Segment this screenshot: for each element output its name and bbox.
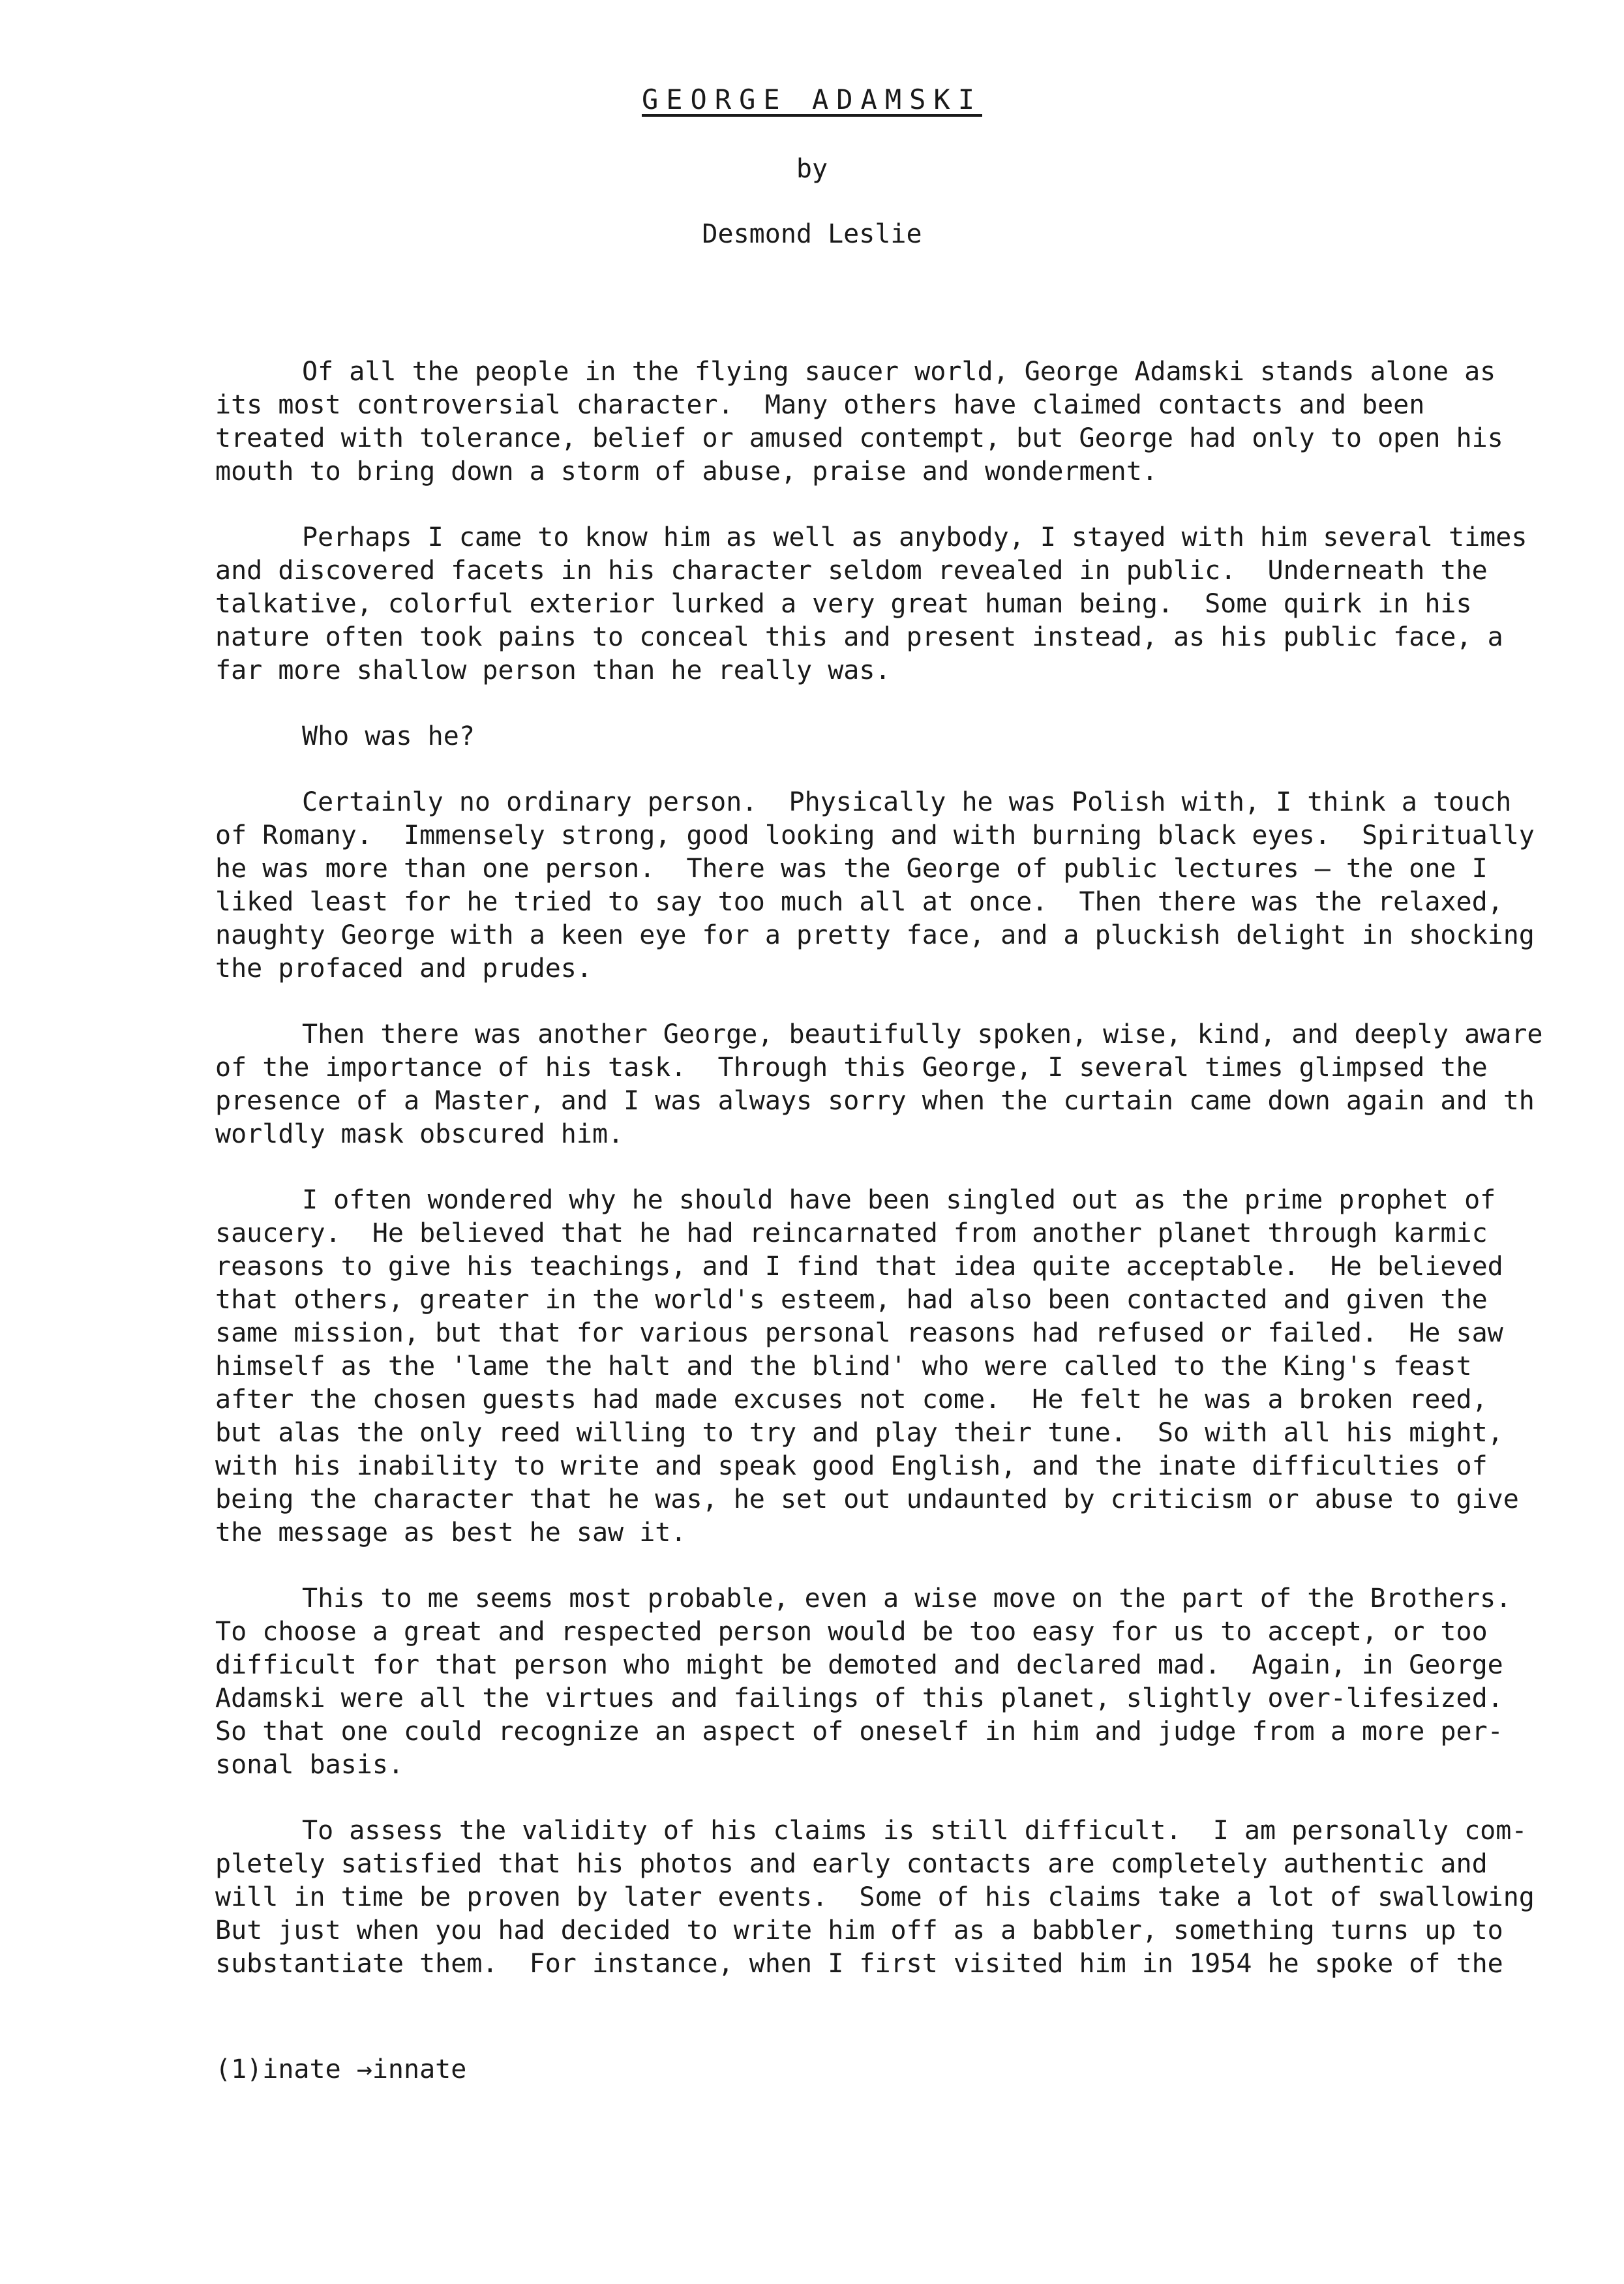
paragraph <box>215 1184 1624 1550</box>
byline: by <box>796 154 828 184</box>
text-line: presence of a Master, and I was always sorry when the curtain came down again and th <box>215 1086 1535 1116</box>
text-line: difficult for that person who might be demoted and declared mad. Again, in George <box>215 1650 1503 1680</box>
text-line: nature often took pains to conceal this and present instead, as his public face, a <box>215 622 1503 652</box>
text-line: of the importance of his task. Through this George, I several times glimpsed the <box>215 1053 1488 1083</box>
text-line: Of all the people in the flying saucer world, George Adamski stands alone as <box>302 357 1496 387</box>
text-line: To assess the validity of his claims is still difficult. I am personally com- <box>302 1816 1527 1846</box>
text-line: talkative, colorful exterior lurked a very great human being. Some quirk in his <box>215 589 1472 619</box>
text-line: and discovered facets in his character seldom revealed in public. Underneath the <box>215 556 1488 586</box>
text-line: treated with tolerance, belief or amused contempt, but George had only to open his <box>215 423 1503 453</box>
text-line: of Romany. Immensely strong, good looking and with burning black eyes. Spiritually <box>215 820 1535 850</box>
text-line: Adamski were all the virtues and failings of this planet, slightly over-lifesized. <box>215 1683 1503 1713</box>
text-line: mouth to bring down a storm of abuse, praise and wonderment. <box>215 457 1158 487</box>
paragraph <box>215 720 1624 753</box>
text-line: the message as best he saw it. <box>215 1518 687 1548</box>
text-line: To choose a great and respected person would be too easy for us to accept, or too <box>215 1617 1488 1647</box>
text-line: Who was he? <box>302 721 475 751</box>
paragraph <box>215 1582 1624 1782</box>
text-line: sonal basis. <box>215 1750 404 1780</box>
text-line: I often wondered why he should have been singled out as the prime prophet of <box>302 1185 1496 1215</box>
text-line: that others, greater in the world's esteem, had also been contacted and given the <box>215 1285 1488 1315</box>
footnote: (1)inate →innate <box>215 2054 467 2084</box>
article-body <box>215 355 1624 2013</box>
text-line: with his inability to write and speak good English, and the inate difficulties of <box>215 1451 1488 1481</box>
text-line: far more shallow person than he really was. <box>215 655 891 685</box>
text-line: will in time be proven by later events. Some of his claims take a lot of swallowing <box>215 1882 1535 1912</box>
paragraph <box>215 786 1624 985</box>
text-line: liked least for he tried to say too much all at once. Then there was the relaxed, <box>215 887 1503 917</box>
text-line: But just when you had decided to write him off as a babbler, something turns up to <box>215 1916 1503 1946</box>
text-line: Certainly no ordinary person. Physically he was Polish with, I think a touch <box>302 787 1512 817</box>
text-line: the profaced and prudes. <box>215 954 592 984</box>
paragraph <box>215 1814 1624 1981</box>
text-line: So that one could recognize an aspect of oneself in him and judge from a more per- <box>215 1717 1503 1747</box>
text-line: same mission, but that for various personal reasons had refused or failed. He saw <box>215 1318 1503 1348</box>
text-line: This to me seems most probable, even a wise move on the part of the Brothers. <box>302 1584 1512 1614</box>
text-line: reasons to give his teachings, and I find that idea quite acceptable. He believed <box>215 1252 1503 1282</box>
text-line: Then there was another George, beautifully spoken, wise, kind, and deeply aware <box>302 1019 1543 1049</box>
paragraph <box>215 521 1624 687</box>
text-line: worldly mask obscured him. <box>215 1119 624 1149</box>
paragraph <box>215 1018 1624 1151</box>
text-line: himself as the 'lame the halt and the blind' who were called to the King's feast <box>215 1351 1472 1381</box>
text-line: after the chosen guests had made excuses not come. He felt he was a broken reed, <box>215 1385 1488 1415</box>
text-line: its most controversial character. Many others have claimed contacts and been <box>215 390 1425 420</box>
text-line: substantiate them. For instance, when I first visited him in 1954 he spoke of the <box>215 1949 1503 1979</box>
paragraph <box>215 355 1624 488</box>
text-line: pletely satisfied that his photos and early contacts are completely authentic and <box>215 1849 1488 1879</box>
text-line: saucery. He believed that he had reincarnated from another planet through karmic <box>215 1218 1488 1248</box>
text-line: but alas the only reed willing to try and play their tune. So with all his might, <box>215 1418 1503 1448</box>
text-line: Perhaps I came to know him as well as anybody, I stayed with him several times <box>302 522 1527 552</box>
text-line: being the character that he was, he set out undaunted by criticism or abuse to give <box>215 1484 1519 1514</box>
document-title: GEORGE ADAMSKI <box>641 83 982 115</box>
text-line: he was more than one person. There was the George of public lectures — the one I <box>215 854 1488 884</box>
author-name: Desmond Leslie <box>702 219 922 249</box>
text-line: naughty George with a keen eye for a pretty face, and a pluckish delight in shocking <box>215 920 1535 950</box>
